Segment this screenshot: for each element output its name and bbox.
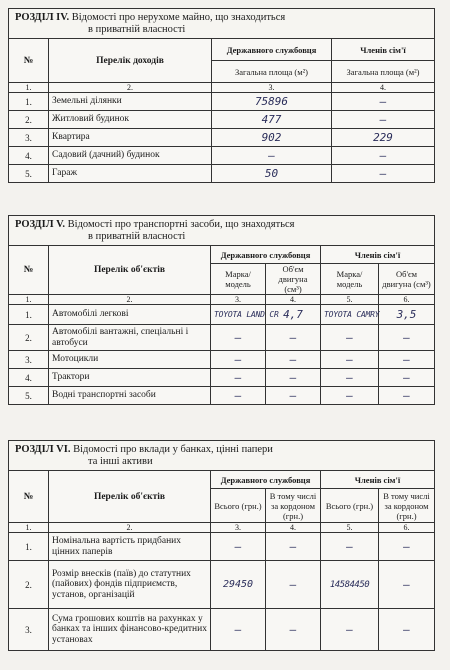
- table-row: [9, 351, 435, 369]
- index-cell: 4.: [332, 83, 435, 93]
- official-area-value: 50: [212, 165, 332, 183]
- section-real-estate: [8, 8, 435, 183]
- row-label: Розмір внесків (паїв) до статутних (пайових) фондів підприємств, установ, організацій: [49, 561, 211, 609]
- real-estate-table: [8, 38, 435, 183]
- row-label: Номінальна вартість придбаних цінних паперів: [49, 533, 211, 561]
- family-area-value: 229: [332, 129, 435, 147]
- official-volume-value: –: [266, 387, 321, 405]
- row-label: Автомобілі вантажні, спеціальні і автобуси: [49, 325, 211, 351]
- section-label: РОЗДІЛ VI.: [15, 444, 71, 455]
- family-make-value: –: [321, 369, 379, 387]
- col-official-header: Державного службовця: [211, 471, 321, 489]
- row-label: Водні транспортні засоби: [49, 387, 211, 405]
- row-number: 4.: [9, 147, 49, 165]
- official-volume-value: –: [266, 325, 321, 351]
- family-abroad-value: –: [379, 561, 435, 609]
- family-total-value: –: [321, 533, 379, 561]
- family-total-value: 14584450: [321, 561, 379, 609]
- table-row: [9, 147, 435, 165]
- official-make-value: –: [211, 351, 266, 369]
- index-cell: 6.: [379, 295, 435, 305]
- row-number: 1.: [9, 533, 49, 561]
- section-header: [8, 215, 435, 245]
- family-abroad-value: –: [379, 533, 435, 561]
- family-volume-value: –: [379, 387, 435, 405]
- index-cell: 4.: [266, 295, 321, 305]
- family-area-value: –: [332, 165, 435, 183]
- family-abroad-value: –: [379, 609, 435, 651]
- row-label: Мотоцикли: [49, 351, 211, 369]
- row-number: 3.: [9, 129, 49, 147]
- col-num-header: №: [9, 246, 49, 295]
- family-volume-value: 3,5: [379, 305, 435, 325]
- official-volume-value: –: [266, 351, 321, 369]
- official-make-value: –: [211, 325, 266, 351]
- index-cell: 2.: [49, 83, 212, 93]
- section-header: [8, 440, 435, 470]
- section-label: РОЗДІЛ V.: [15, 219, 66, 230]
- col-num-header: №: [9, 471, 49, 523]
- official-area-value: 477: [212, 111, 332, 129]
- index-cell: 2.: [49, 523, 211, 533]
- index-cell: 5.: [321, 523, 379, 533]
- family-volume-value: –: [379, 351, 435, 369]
- family-area-value: –: [332, 147, 435, 165]
- index-cell: 3.: [211, 295, 266, 305]
- table-row: [9, 165, 435, 183]
- row-label: Земельні ділянки: [49, 93, 212, 111]
- index-row: [9, 295, 435, 305]
- col-num-header: №: [9, 39, 49, 83]
- row-label: Трактори: [49, 369, 211, 387]
- col-list-header: Перелік об'єктів: [49, 246, 211, 295]
- index-cell: 2.: [49, 295, 211, 305]
- col-family-header: Членів сім'ї: [332, 39, 435, 61]
- section-title: Відомості про транспортні засоби, що знаходяться: [67, 219, 295, 230]
- row-label: Сума грошових коштів на рахунках у банках та інших фінансово-кредитних установах: [49, 609, 211, 651]
- family-make-value: TOYOTA CAMRY: [321, 305, 379, 325]
- index-cell: 5.: [321, 295, 379, 305]
- table-row: [9, 325, 435, 351]
- index-cell: 1.: [9, 83, 49, 93]
- family-total-value: –: [321, 609, 379, 651]
- family-make-value: –: [321, 387, 379, 405]
- table-row: [9, 609, 435, 651]
- family-area-value: –: [332, 111, 435, 129]
- official-volume-value: –: [266, 369, 321, 387]
- official-volume-header: Об'єм двигуна (см³): [266, 264, 321, 295]
- family-abroad-header: В тому числі за кордоном (грн.): [379, 489, 435, 523]
- official-total-value: 29450: [211, 561, 266, 609]
- official-area-value: 75896: [212, 93, 332, 111]
- row-number: 1.: [9, 93, 49, 111]
- index-cell: 1.: [9, 523, 49, 533]
- row-number: 1.: [9, 305, 49, 325]
- table-row: [9, 387, 435, 405]
- official-area-value: 902: [212, 129, 332, 147]
- family-make-value: –: [321, 351, 379, 369]
- index-cell: 3.: [212, 83, 332, 93]
- col-family-header: Членів сім'ї: [321, 471, 435, 489]
- family-make-header: Марка/ модель: [321, 264, 379, 295]
- index-cell: 1.: [9, 295, 49, 305]
- official-total-value: –: [211, 533, 266, 561]
- table-row: [9, 369, 435, 387]
- col-official-header: Державного службовця: [211, 246, 321, 264]
- section-header: [8, 8, 435, 38]
- table-row: [9, 111, 435, 129]
- index-row: [9, 523, 435, 533]
- col-family-header: Членів сім'ї: [321, 246, 435, 264]
- family-area-value: –: [332, 93, 435, 111]
- col-list-header: Перелік об'єктів: [49, 471, 211, 523]
- official-make-value: –: [211, 387, 266, 405]
- section-title-line2: та інші активи: [88, 456, 153, 467]
- official-make-header: Марка/ модель: [211, 264, 266, 295]
- col-official-header: Державного службовця: [212, 39, 332, 61]
- family-volume-header: Об'єм двигуна (см³): [379, 264, 435, 295]
- col-official-area-header: Загальна площа (м²): [212, 61, 332, 83]
- section-vehicles: [8, 215, 435, 405]
- index-cell: 3.: [211, 523, 266, 533]
- official-total-header: Всього (грн.): [211, 489, 266, 523]
- family-volume-value: –: [379, 369, 435, 387]
- section-assets: [8, 440, 435, 651]
- row-number: 4.: [9, 369, 49, 387]
- row-number: 5.: [9, 165, 49, 183]
- official-volume-value: 4,7: [266, 305, 321, 325]
- section-title-line2: в приватній власності: [88, 231, 186, 242]
- family-volume-value: –: [379, 325, 435, 351]
- table-row: [9, 93, 435, 111]
- row-number: 2.: [9, 561, 49, 609]
- row-number: 3.: [9, 351, 49, 369]
- row-label: Квартира: [49, 129, 212, 147]
- row-number: 2.: [9, 111, 49, 129]
- official-abroad-value: –: [266, 609, 321, 651]
- table-row: [9, 129, 435, 147]
- row-label: Садовий (дачний) будинок: [49, 147, 212, 165]
- assets-table: [8, 470, 435, 651]
- row-number: 5.: [9, 387, 49, 405]
- table-row: [9, 305, 435, 325]
- official-make-value: –: [211, 369, 266, 387]
- index-cell: 4.: [266, 523, 321, 533]
- family-make-value: –: [321, 325, 379, 351]
- section-label: РОЗДІЛ IV.: [15, 12, 70, 23]
- section-title-line2: в приватній власності: [88, 24, 186, 35]
- official-make-value: TOYOTA LAND CR: [211, 305, 266, 325]
- table-row: [9, 561, 435, 609]
- row-label: Автомобілі легкові: [49, 305, 211, 325]
- section-title: Відомості про вклади у банках, цінні папери: [73, 444, 273, 455]
- official-area-value: –: [212, 147, 332, 165]
- official-abroad-value: –: [266, 533, 321, 561]
- family-total-header: Всього (грн.): [321, 489, 379, 523]
- row-number: 2.: [9, 325, 49, 351]
- col-list-header: Перелік доходів: [49, 39, 212, 83]
- official-total-value: –: [211, 609, 266, 651]
- official-abroad-header: В тому числі за кордоном (грн.): [266, 489, 321, 523]
- table-row: [9, 533, 435, 561]
- index-row: [9, 83, 435, 93]
- row-number: 3.: [9, 609, 49, 651]
- row-label: Гараж: [49, 165, 212, 183]
- index-cell: 6.: [379, 523, 435, 533]
- row-label: Житловий будинок: [49, 111, 212, 129]
- vehicles-table: [8, 245, 435, 405]
- official-abroad-value: –: [266, 561, 321, 609]
- section-title: Відомості про нерухоме майно, що знаходиться: [71, 12, 286, 23]
- col-family-area-header: Загальна площа (м²): [332, 61, 435, 83]
